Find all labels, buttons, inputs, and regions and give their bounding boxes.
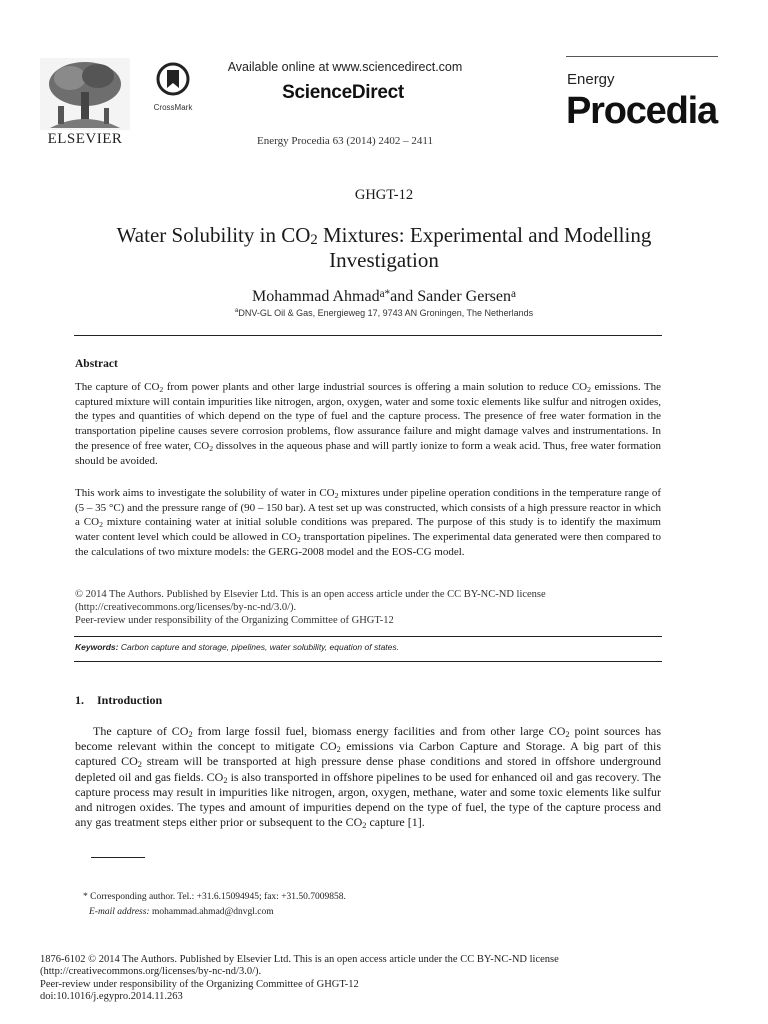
author-list: Mohammad Ahmad$^{a*}$and Sander Gersen$^a$ (252, 288, 516, 305)
license-notice: © 2014 The Authors. Published by Elsevier Ltd. This is an open access article under the CC BY-NC-ND license (http://creativecommons.org/licenses/by-nc-nd/3.0/). Peer-review under responsibility of the Organizing Committee of GHGT-12 (75, 588, 661, 627)
crossmark-badge[interactable] (150, 62, 196, 112)
abstract-bottom-rule (74, 661, 662, 662)
keywords-top-rule (74, 636, 662, 637)
bottom-issn-license: 1876-6102 © 2014 The Authors. Published by Elsevier Ltd. This is an open access article under the CC BY-NC-ND license (http://creativecommons.org/licenses/by-nc-nd/3.0/). Peer-review under responsibility of the Organizing Committee of GHGT-12 doi:10.1016/j.egypro.2014.11.263 (40, 954, 680, 1003)
conference-label: GHGT-12 (354, 187, 414, 203)
abstract-top-rule (74, 335, 662, 336)
abstract-heading: Abstract (75, 358, 118, 370)
author-name: and Sander Gersen (390, 288, 511, 305)
keywords-line: Keywords: Carbon capture and storage, pipelines, water solubility, equation of states. (75, 642, 399, 652)
email-link[interactable]: mohammad.ahmad@dnvgl.com (151, 907, 274, 917)
publisher-name: ELSEVIER (47, 131, 123, 147)
journal-name-large: Procedia (566, 90, 717, 132)
crossmark-label: CrossMark (153, 103, 193, 112)
author-affiliation: $^a$DNV-GL Oil & Gas, Energieweg 17, 9743 AN Groningen, The Netherlands (234, 307, 534, 318)
sciencedirect-logo-text: ScienceDirect (282, 82, 404, 103)
section-heading: 1. Introduction (75, 693, 163, 707)
abstract-paragraph: This work aims to investigate the solubility of water in $CO_2$ mixtures under pipeline operation conditions in the temperature range of (5 – 35 °C) and the pressure range of (90 – 150 bar). A test set up was constructed, which consists of a high pressure reactor in which a $CO_2$ mixture containing water at initial soluble conditions was prepared. The purpose of this study is to identify the maximum water content level which could be allowed in $CO_2$ transportation pipelines. The experimental data generated were then compared to the calculations of two mixture models: the GERG-2008 model and the EOS-CG model. (75, 487, 661, 558)
article-title: Water Solubility in $CO_2$ Mixtures: Experimental and Modelling Investigation (116, 223, 652, 272)
journal-logo-rule (566, 56, 718, 57)
footnote-rule (91, 857, 145, 858)
author-name: Mohammad Ahmad (252, 288, 380, 305)
license-link[interactable]: (http://creativecommons.org/licenses/by-nc-nd/3.0/). (75, 602, 297, 613)
available-online-text: Available online at www.sciencedirect.com (227, 60, 463, 74)
doi[interactable]: doi:10.1016/j.egypro.2014.11.263 (40, 990, 183, 1002)
abstract-paragraph: The capture of $CO_2$ from power plants and other large industrial sources is offering a main solution to reduce $CO_2$ emissions. The captured mixture will contain impurities like nitrogen, argon, oxygen, water and some toxic elements like sulfur and nitrogen oxides, the types and quantities of which depend on the type of fuel and the capture process. The presence of free water formation in the transportation pipeline causes severe corrosion problems, flow assurance failure and might damage valves and instrumentations. In the presence of free water, $CO_2$ dissolves in the aqueous phase and will partly ionize to form a weak acid. Thus, free water formation should be avoided. (75, 381, 661, 467)
bottom-license-link[interactable]: (http://creativecommons.org/licenses/by-nc-nd/3.0/). (40, 966, 262, 978)
introduction-paragraph: The capture of $CO_2$ from large fossil fuel, biomass energy facilities and from other large $CO_2$ point sources has become relevant within the concept to mitigate $CO_2$ emissions via Carbon Capture and Storage. A big part of this captured $CO_2$ stream will be transported at high pressure dense phase conditions and stored in offshore underground depleted oil and gas fields. $CO_2$ is also transported in offshore pipelines to be used for enhanced oil and gas recovery. The capture process may result in impurities like nitrogen, argon, oxygen, methane, water and some toxic elements like sulfur and nitrogen oxides. The types and amount of impurities depend on the type of fuel, the type of the capture process and any gas treatment steps either prior or subsequent to the $CO_2$ capture [1]. (75, 724, 662, 831)
crossmark-icon (156, 62, 190, 96)
journal-citation: Energy Procedia 63 (2014) 2402 – 2411 (257, 135, 433, 147)
email-line: E-mail address: mohammad.ahmad@dnvgl.com (89, 907, 274, 917)
journal-name-small: Energy (567, 71, 615, 88)
corresponding-author-note: * Corresponding author. Tel.: +31.6.15094945; fax: +31.50.7009858. (83, 892, 346, 902)
